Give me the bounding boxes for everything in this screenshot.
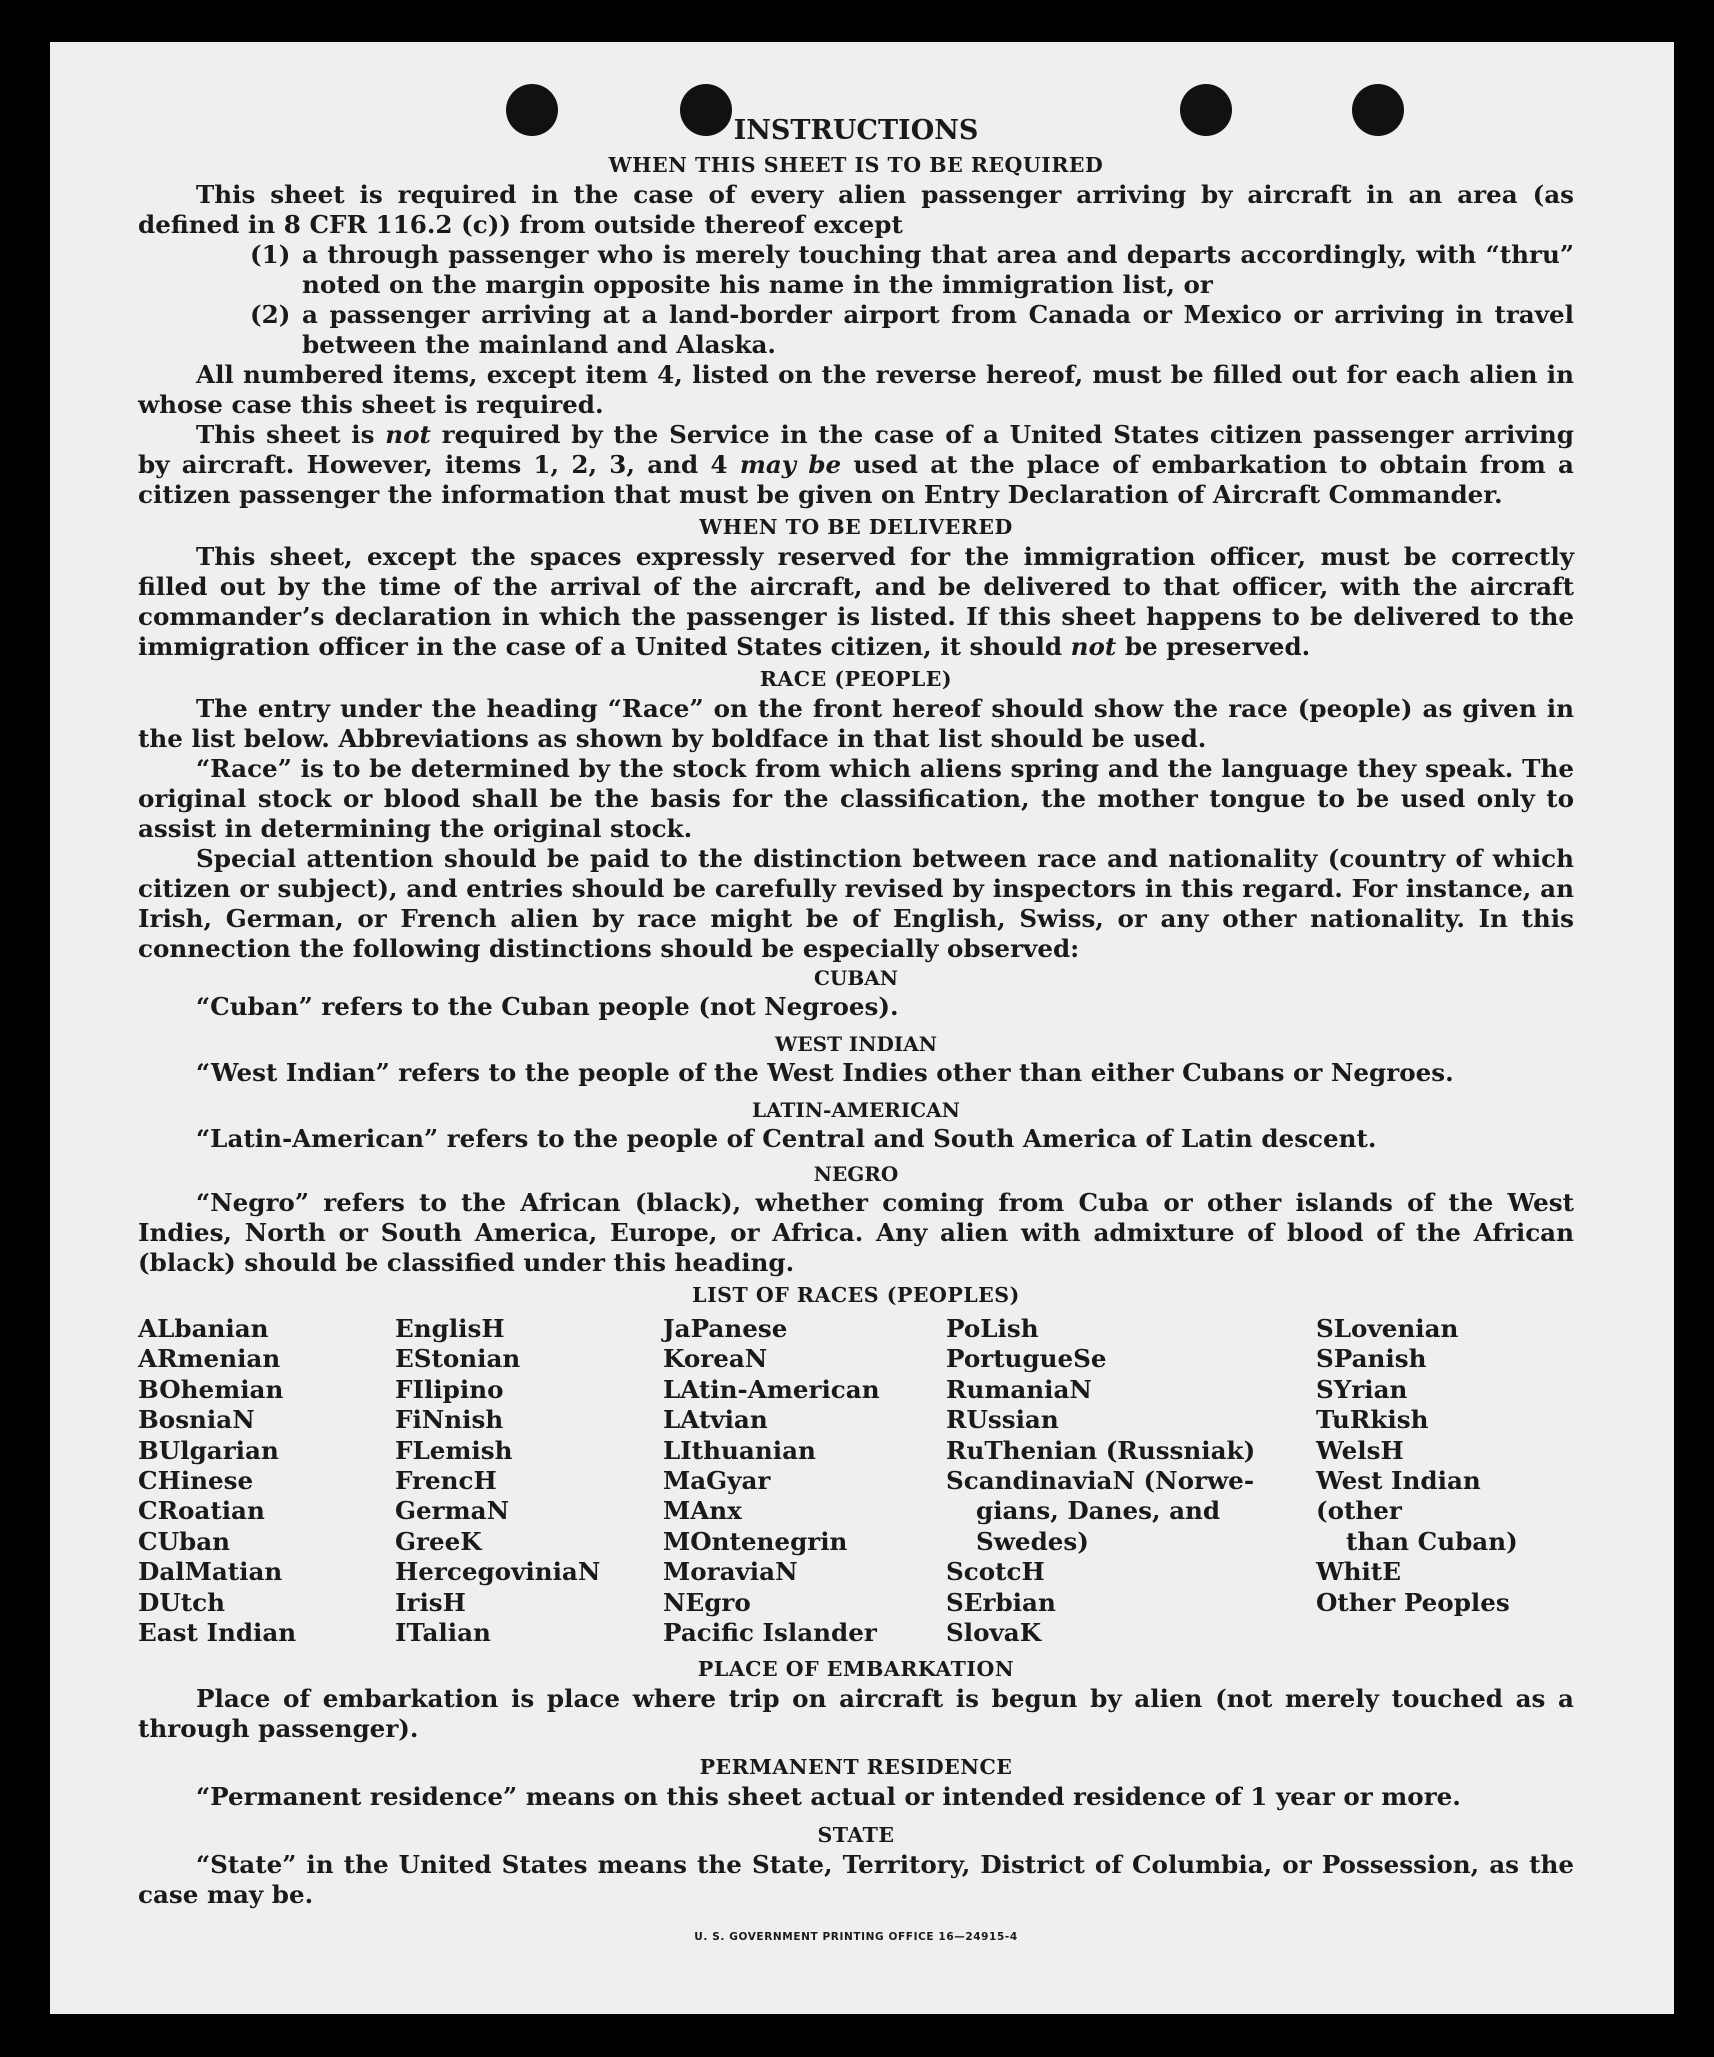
race-entry: BosniaN (138, 1405, 255, 1435)
race-entry: CUban (138, 1526, 231, 1556)
section-heading-embarkation: PLACE OF EMBARKATION (697, 1657, 1015, 1682)
race-entry: ARmenian (138, 1344, 281, 1374)
paragraph: “West Indian” refers to the people of the West Indies other than either Cubans or Negroes. (196, 1058, 1454, 1087)
race-entry: CRoatian (138, 1496, 265, 1526)
instructions-content (138, 114, 1574, 1952)
paragraph: “Negro” refers to the African (black), whether coming from Cuba or other islands of the West Indies, North or South America, Europe, or Africa. Any alien with admixture of blood of the African (black) should be classified under this heading. (138, 1188, 1574, 1277)
paragraph: Place of embarkation is place where trip on aircraft is begun by alien (not merely touched as a through passenger). (138, 1684, 1574, 1744)
item-number: (2) (250, 300, 291, 329)
races-column (1316, 1314, 1574, 1648)
paragraph: “Latin-American” refers to the people of Central and South America of Latin descent. (196, 1124, 1377, 1153)
text-run-italic: may be (739, 450, 842, 479)
item-text: a passenger arriving at a land-border airport from Canada or Mexico or arriving in travel between the mainland and Alaska. (302, 300, 1574, 359)
race-entry: SYrian (1316, 1374, 1408, 1404)
race-entry: MaGyar (663, 1466, 771, 1496)
race-entry: ScandinaviaN (Norwe- (946, 1466, 1255, 1496)
paragraph: “Cuban” refers to the Cuban people (not Negroes). (196, 992, 899, 1021)
paragraph: “Permanent residence” means on this sheet actual or intended residence of 1 year or more. (196, 1782, 1461, 1812)
race-entry: RumaniaN (946, 1374, 1092, 1404)
text-run-italic: not (385, 420, 431, 449)
race-entry: ALbanian (138, 1314, 269, 1343)
section-heading-required: WHEN THIS SHEET IS TO BE REQUIRED (608, 153, 1104, 177)
race-entry: LAtvian (663, 1405, 768, 1435)
race-entry: ITalian (395, 1618, 491, 1648)
text-run-italic: not (1070, 632, 1117, 661)
subheading-latin-american: LATIN-AMERICAN (752, 1098, 960, 1122)
section-heading-races-list: LIST OF RACES (PEOPLES) (692, 1283, 1020, 1307)
paragraph: The entry under the heading “Race” on the front hereof should show the race (people) as given in the list below. Abbreviations as shown by boldface in that list should be used. (138, 694, 1574, 753)
races-column (395, 1314, 663, 1648)
item-text: a through passenger who is merely touching that area and departs accordingly, with “thru” noted on the margin opposite his name in the immigration list, or (302, 240, 1574, 299)
list-item (250, 300, 1574, 360)
paragraph: Special attention should be paid to the distinction between race and nationality (country of which citizen or subject), and entries should be carefully revised by inspectors in this regard. For instance, an Irish, German, or French alien by race might be of English, Swiss, or any other nationality. In this connection the following distinctions should be especially observed: (138, 844, 1574, 963)
section-heading-state: STATE (817, 1823, 895, 1848)
race-entry: MAnx (663, 1496, 742, 1526)
race-entry: than Cuban) (1346, 1526, 1518, 1556)
race-entry: SPanish (1316, 1344, 1427, 1374)
item-number: (1) (250, 240, 291, 269)
race-entry: SErbian (946, 1587, 1056, 1617)
race-entry: ScotcH (946, 1557, 1045, 1587)
race-entry: TuRkish (1316, 1405, 1429, 1435)
race-entry: WhitE (1316, 1557, 1401, 1587)
race-entry: LAtin-American (663, 1374, 880, 1404)
text-run: required by the Service in the case of a United States citizen passenger arriving by aircraft. However, items 1, 2, 3, and 4 (138, 420, 1574, 479)
race-entry: RUssian (946, 1405, 1059, 1435)
race-entry: Other Peoples (1316, 1587, 1510, 1617)
race-entry: FrencH (395, 1466, 497, 1496)
race-entry: PoLish (946, 1314, 1039, 1343)
race-entry: BUlgarian (138, 1435, 279, 1465)
paragraph: “State” in the United States means the State, Territory, District of Columbia, or Possession, as the case may be. (138, 1850, 1574, 1910)
race-entry: LIthuanian (663, 1435, 816, 1465)
subheading-west-indian: WEST INDIAN (774, 1032, 938, 1056)
race-entry: EnglisH (395, 1314, 505, 1343)
races-column (946, 1314, 1316, 1648)
race-entry: West Indian (other (1316, 1466, 1481, 1526)
race-entry: FIlipino (395, 1374, 504, 1404)
race-entry: DUtch (138, 1587, 225, 1617)
races-column (663, 1314, 946, 1648)
race-entry: Pacific Islander (663, 1618, 877, 1648)
race-entry: BOhemian (138, 1374, 284, 1404)
text-run: This sheet, except the spaces expressly reserved for the immigration officer, must be correctly filled out by the time of the arrival of the aircraft, and be delivered to that officer, with the aircraft commander’s declaration in which the passenger is listed. If this sheet happens to be delivered to the immigration officer in the case of a United States citizen, it should (138, 542, 1574, 661)
page-title: INSTRUCTIONS (733, 115, 979, 146)
section-heading-race: RACE (PEOPLE) (759, 667, 953, 691)
race-entry: FiNnish (395, 1405, 504, 1435)
section-heading-delivered: WHEN TO BE DELIVERED (699, 515, 1013, 539)
paragraph (138, 542, 1574, 662)
document-sheet (50, 42, 1674, 2014)
race-entry: FLemish (395, 1435, 513, 1465)
race-entry: CHinese (138, 1466, 254, 1496)
text-run: be preserved. (1116, 632, 1311, 661)
race-entry: PortugueSe (946, 1344, 1107, 1374)
list-item (250, 240, 1574, 300)
race-entry: SLovenian (1316, 1314, 1459, 1343)
race-entry: HercegoviniaN (395, 1557, 601, 1587)
races-column (138, 1314, 395, 1648)
text-run: This sheet is (196, 420, 386, 449)
subheading-negro: NEGRO (813, 1162, 899, 1186)
race-entry: DalMatian (138, 1557, 283, 1587)
section-heading-residence: PERMANENT RESIDENCE (699, 1755, 1013, 1780)
race-entry: MoraviaN (663, 1557, 798, 1587)
race-entry: Swedes) (976, 1526, 1089, 1556)
race-entry: GreeK (395, 1526, 482, 1556)
races-list (138, 1314, 1574, 1648)
race-entry: SlovaK (946, 1618, 1042, 1648)
race-entry: MOntenegrin (663, 1526, 848, 1556)
race-entry: East Indian (138, 1618, 297, 1648)
text-run: used at the place of embarkation to obtain from a citizen passenger the information that must be given on Entry Declaration of Aircraft Commander. (138, 450, 1574, 509)
race-entry: RuThenian (Russniak) (946, 1435, 1256, 1465)
race-entry: KoreaN (663, 1344, 768, 1374)
race-entry: gians, Danes, and (976, 1496, 1221, 1526)
paragraph (138, 420, 1574, 510)
race-entry: WelsH (1316, 1435, 1404, 1465)
race-entry: NEgro (663, 1587, 751, 1617)
subheading-cuban: CUBAN (813, 966, 899, 990)
paragraph: “Race” is to be determined by the stock from which aliens spring and the language they speak. The original stock or blood shall be the basis for the classification, the mother tongue to be used only to assist in determining the original stock. (138, 754, 1574, 843)
race-entry: GermaN (395, 1496, 510, 1526)
paragraph: All numbered items, except item 4, listed on the reverse hereof, must be filled out for each alien in whose case this sheet is required. (138, 360, 1574, 419)
race-entry: IrisH (395, 1587, 466, 1617)
race-entry: JaPanese (663, 1314, 788, 1343)
paragraph: This sheet is required in the case of every alien passenger arriving by aircraft in an area (as defined in 8 CFR 116.2 (c)) from outside thereof except (138, 180, 1574, 239)
race-entry: EStonian (395, 1344, 521, 1374)
printing-office-footer: U. S. GOVERNMENT PRINTING OFFICE 16—24915-4 (694, 1931, 1018, 1944)
